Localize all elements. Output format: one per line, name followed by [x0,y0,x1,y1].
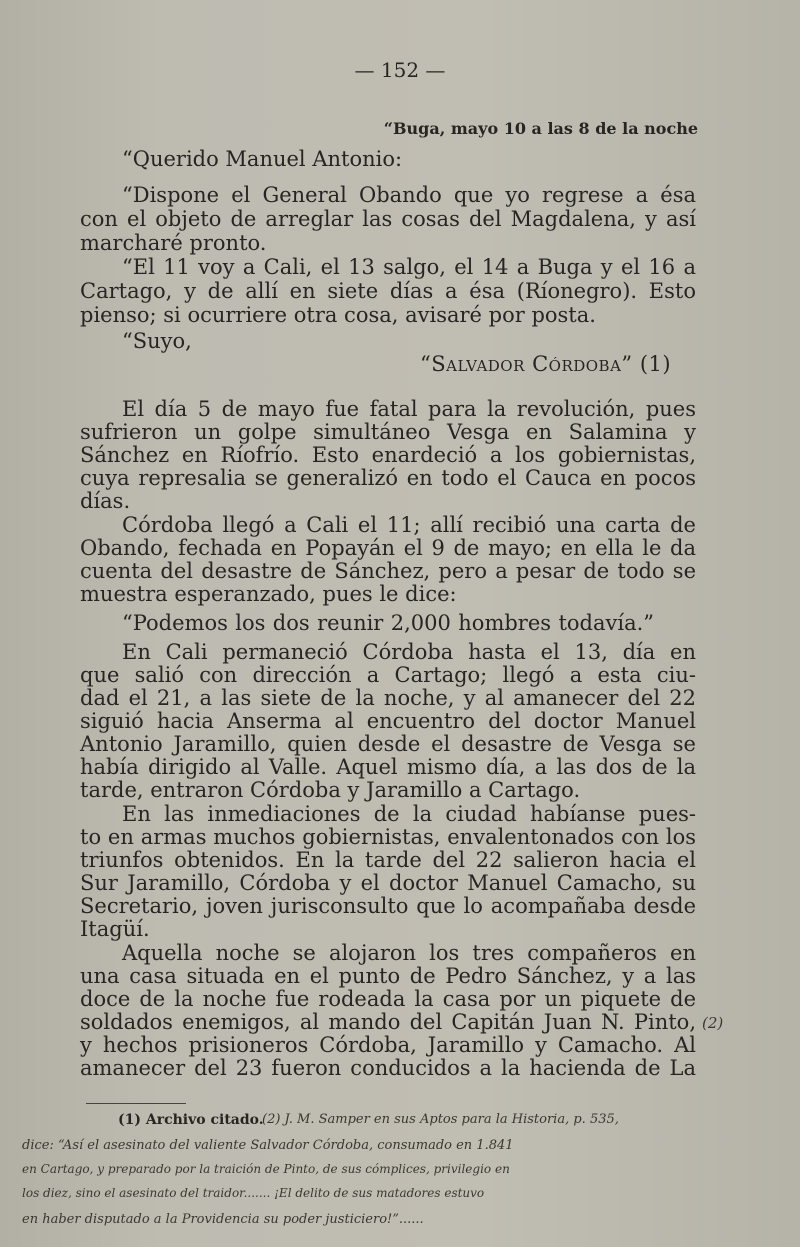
body-line: muestra esperanzado, pues le dice: [80,582,457,606]
body-line: Aquella noche se alojaron los tres compañeros en [122,941,696,965]
body-line: amanecer del 23 fueron conducidos a la hacienda de La [80,1056,696,1080]
body-line: había dirigido al Valle. Aquel mismo día, a las dos de la [80,755,696,779]
body-line: una casa situada en el punto de Pedro Sánchez, y a las [80,964,696,988]
body-line: En las inmediaciones de la ciudad habíanse pues- [122,802,696,826]
body-line: sufrieron un golpe simultáneo Vesga en Salamina y [80,420,696,444]
letter-line: Cartago, y de allí en siete días a ésa (Ríonegro). Esto [80,279,696,303]
body-line: Córdoba llegó a Cali el 11; allí recibió una carta de [122,513,696,537]
body-line: triunfos obtenidos. En la tarde del 22 salieron hacia el [80,848,696,872]
letter-line: “El 11 voy a Cali, el 13 salgo, el 14 a Buga y el 16 a [122,255,696,279]
body-line: tarde, entraron Córdoba y Jaramillo a Cartago. [80,778,581,802]
letter-line: con el objeto de arreglar las cosas del Magdalena, y así [80,207,696,231]
body-line: En Cali permaneció Córdoba hasta el 13, día en [122,640,696,664]
body-line: siguió hacia Anserma al encuentro del doctor Manuel [80,709,696,733]
letter-closing: “Suyo, [122,329,192,353]
body-line: El día 5 de mayo fue fatal para la revolución, pues [122,397,696,421]
handwritten-note-line: en Cartago, y preparado por la traición de Pinto, de sus cómplices, privilegio en [22,1162,510,1176]
body-line: Sánchez en Ríofrío. Esto enardeció a los gobiernistas, [80,443,696,467]
body-line: Antonio Jaramillo, quien desde el desastre de Vesga se [80,732,696,756]
body-line: y hechos prisioneros Córdoba, Jaramillo y Camacho. Al [80,1033,696,1057]
body-line: cuenta del desastre de Sánchez, pero a pesar de todo se [80,559,696,583]
handwritten-note-line: en haber disputado a la Providencia su poder justiciero!”...... [22,1212,424,1227]
body-quote: “Podemos los dos reunir 2,000 hombres todavía.” [122,611,654,635]
letter-line: “Dispone el General Obando que yo regrese a ésa [122,183,696,207]
body-line: Itagüí. [80,917,150,941]
letter-greeting: “Querido Manuel Antonio: [122,147,403,171]
handwritten-note-line: dice: “Así el asesinato del valiente Salvador Córdoba, consumado en 1.841 [22,1138,514,1153]
footnote-rule [86,1103,186,1104]
letter-line: marcharé pronto. [80,231,267,255]
letter-signature: “Salvador Córdoba” (1) [420,352,672,376]
letter-dateline: “Buga, mayo 10 a las 8 de la noche [383,119,698,138]
handwritten-note-line: los diez, sino el asesinato del traidor....... ¡El delito de sus matadores estuvo [22,1186,485,1200]
body-line: Obando, fechada en Popayán el 9 de mayo; en ella le da [80,536,696,560]
footnote: (1) Archivo citado. [118,1112,264,1128]
body-line: días. [80,489,131,513]
body-line: doce de la noche fue rodeada la casa por un piquete de [80,987,696,1011]
body-line: dad el 21, a las siete de la noche, y al amanecer del 22 [80,686,696,710]
handwritten-margin-note: (2) [702,1014,724,1032]
letter-line: pienso; si ocurriere otra cosa, avisaré por posta. [80,303,596,327]
body-line: que salió con dirección a Cartago; llegó a esta ciu- [80,663,696,687]
body-line: to en armas muchos gobiernistas, envalentonados con los [80,825,696,849]
body-line: Sur Jaramillo, Córdoba y el doctor Manuel Camacho, su [80,871,696,895]
body-line: Secretario, joven jurisconsulto que lo acompañaba desde [80,894,696,918]
body-line: soldados enemigos, al mando del Capitán Juan N. Pinto, [80,1010,696,1034]
body-line: cuya represalia se generalizó en todo el Cauca en pocos [80,466,696,490]
handwritten-note-line: (2) J. M. Samper en sus Aptos para la Historia, p. 535, [262,1112,619,1127]
page-number: — 152 — [354,58,446,82]
